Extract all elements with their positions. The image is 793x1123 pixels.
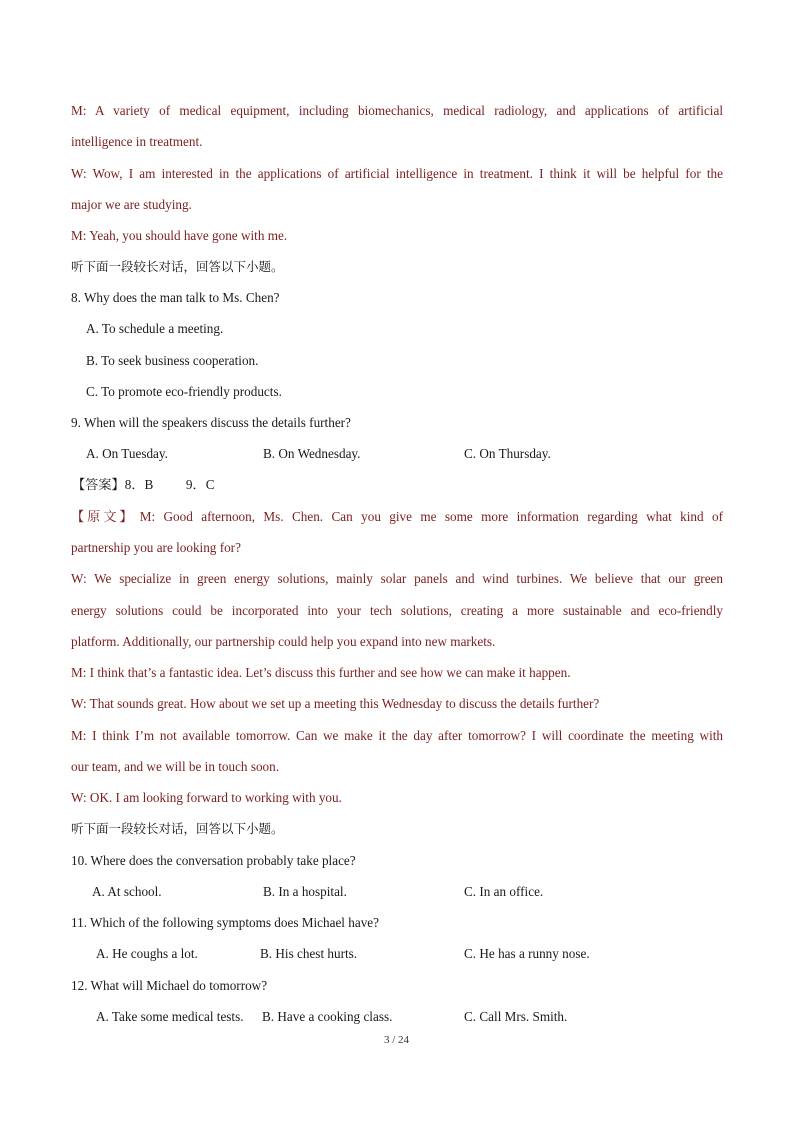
- transcript-line: W: Wow, I am interested in the applications of artificial intelligence in treatment. I think it will be helpful for the: [71, 166, 723, 181]
- question-stem: 11. Which of the following symptoms does Michael have?: [71, 915, 380, 930]
- option-c: C. On Thursday.: [464, 446, 551, 461]
- transcript-line: M: I think that’s a fantastic idea. Let’s discuss this further and see how we can make it happen.: [71, 665, 571, 680]
- transcript-line: M: A variety of medical equipment, including biomechanics, medical radiology, and applications of artificial: [71, 103, 723, 118]
- option-c: C. He has a runny nose.: [464, 946, 590, 961]
- option-b: B. To seek business cooperation.: [86, 353, 259, 368]
- transcript-line: M: Yeah, you should have gone with me.: [71, 228, 288, 243]
- transcript-line: intelligence in treatment.: [71, 134, 203, 149]
- section-instruction: 听下面一段较长对话，回答以下小题。: [71, 821, 284, 836]
- transcript-line: platform. Additionally, our partnership could help you expand into new markets.: [71, 634, 496, 649]
- transcript-line: partnership you are looking for?: [71, 540, 241, 555]
- option-b: B. On Wednesday.: [263, 446, 361, 461]
- question-stem: 12. What will Michael do tomorrow?: [71, 978, 268, 993]
- option-b: B. In a hospital.: [263, 884, 347, 899]
- transcript-line: energy solutions could be incorporated into your tech solutions, creating a more sustainable and eco-friendly: [71, 603, 723, 618]
- transcript-line: W: That sounds great. How about we set up a meeting this Wednesday to discuss the details further?: [71, 696, 600, 711]
- transcript-line: W: We specialize in green energy solutions, mainly solar panels and wind turbines. We believe that our green: [71, 571, 723, 586]
- question-stem: 8. Why does the man talk to Ms. Chen?: [71, 290, 280, 305]
- transcript-line: [71, 509, 723, 525]
- option-c: C. To promote eco-friendly products.: [86, 384, 282, 399]
- transcript-line: our team, and we will be in touch soon.: [71, 759, 280, 774]
- transcript-label: 【原文】: [71, 509, 136, 524]
- transcript-line: M: I think I’m not available tomorrow. Can we make it the day after tomorrow? I will coordinate the meeting with: [71, 728, 723, 743]
- option-a: A. To schedule a meeting.: [86, 321, 224, 336]
- option-a: A. At school.: [92, 884, 162, 899]
- transcript-line: major we are studying.: [71, 197, 192, 212]
- option-b: B. His chest hurts.: [260, 946, 358, 961]
- question-stem: 9. When will the speakers discuss the details further?: [71, 415, 351, 430]
- page-number: 3 / 24: [383, 1034, 410, 1046]
- option-a: A. On Tuesday.: [86, 446, 168, 461]
- option-a: A. Take some medical tests.: [96, 1009, 244, 1024]
- option-a: A. He coughs a lot.: [96, 946, 198, 961]
- option-c: C. In an office.: [464, 884, 544, 899]
- option-b: B. Have a cooking class.: [262, 1009, 393, 1024]
- answer-tail: 9．C: [185, 477, 215, 492]
- option-c: C. Call Mrs. Smith.: [464, 1009, 568, 1024]
- transcript-text: M: Good afternoon, Ms. Chen. Can you give me some more information regarding what kind of: [139, 509, 723, 524]
- transcript-line: W: OK. I am looking forward to working with you.: [71, 790, 342, 805]
- question-stem: 10. Where does the conversation probably take place?: [71, 853, 356, 868]
- answer-label: 【答案】8．B: [72, 477, 154, 492]
- section-instruction: 听下面一段较长对话，回答以下小题。: [71, 259, 284, 274]
- answer-key: [72, 477, 215, 493]
